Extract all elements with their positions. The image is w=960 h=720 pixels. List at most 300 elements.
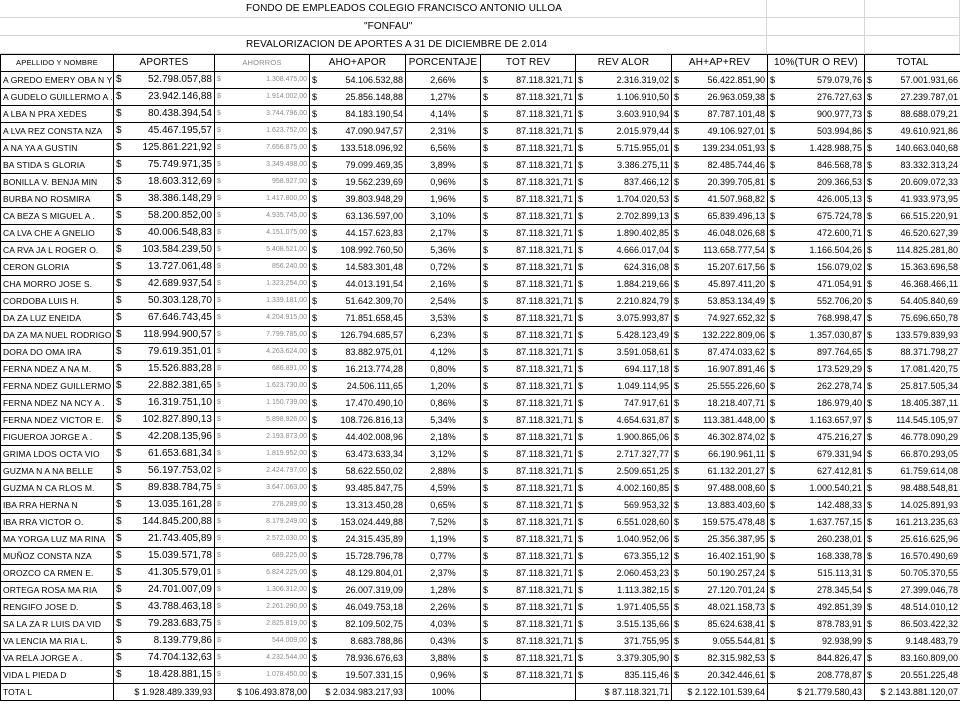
currency-symbol: $ bbox=[116, 567, 122, 578]
cell-aho-apor bbox=[310, 225, 406, 242]
cell-aho-apor bbox=[310, 276, 406, 293]
cell-rev-alor bbox=[576, 208, 672, 225]
currency-symbol: $ bbox=[578, 568, 584, 578]
table-row bbox=[1, 548, 960, 565]
cell-value: 114.545.105,97 bbox=[896, 415, 958, 425]
cell-aho-apor bbox=[310, 208, 406, 225]
cell-value: 472.600,71 bbox=[816, 228, 862, 238]
currency-symbol: $ bbox=[312, 279, 318, 289]
cell-value: 276.727,63 bbox=[816, 92, 862, 102]
currency-symbol: $ bbox=[116, 550, 122, 561]
cell-rev-alor bbox=[576, 514, 672, 531]
cell-total bbox=[865, 106, 960, 123]
cell-tot-rev bbox=[481, 531, 576, 548]
cell-rev-alor bbox=[576, 650, 672, 667]
cell-value: 2.572.030,00 bbox=[266, 535, 307, 542]
cell-aportes bbox=[114, 395, 215, 412]
currency-symbol: $ bbox=[770, 194, 776, 204]
currency-symbol: $ bbox=[674, 347, 680, 357]
cell-value: 48.514.010,12 bbox=[900, 602, 958, 612]
currency-symbol: $ bbox=[578, 364, 584, 374]
cell-value: 27.120.701,24 bbox=[707, 585, 765, 595]
cell-member-name: A GUDELO GUILLERMO A . bbox=[1, 89, 114, 106]
cell-ahorros bbox=[215, 531, 310, 548]
currency-symbol: $ bbox=[770, 381, 776, 391]
cell-porcentaje: 2,31% bbox=[406, 123, 481, 140]
cell-tot-rev bbox=[481, 429, 576, 446]
currency-symbol: $ bbox=[312, 364, 318, 374]
col-header-aho-apor: AHO+APOR bbox=[310, 55, 406, 72]
currency-symbol: $ bbox=[116, 652, 122, 663]
cell-total bbox=[865, 89, 960, 106]
cell-rev-alor bbox=[576, 89, 672, 106]
cell-aho-apor bbox=[310, 259, 406, 276]
cell-member-name: GUZMA N CA RLOS M. bbox=[1, 480, 114, 497]
cell-aportes bbox=[114, 446, 215, 463]
cell-aho-apor bbox=[310, 582, 406, 599]
currency-symbol: $ bbox=[770, 398, 776, 408]
cell-value: 1.357.030,87 bbox=[809, 330, 862, 340]
cell-ah-ap-rev bbox=[672, 582, 768, 599]
cell-value: 1.884.219,66 bbox=[616, 279, 669, 289]
cell-ahorros bbox=[215, 497, 310, 514]
cell-total bbox=[865, 565, 960, 582]
cell-rev-alor bbox=[576, 140, 672, 157]
cell-value: 471.054,91 bbox=[816, 279, 862, 289]
cell-value: 58.622.550,02 bbox=[345, 466, 403, 476]
cell-ah-ap-rev bbox=[672, 361, 768, 378]
table-row bbox=[1, 310, 960, 327]
cell-total bbox=[865, 123, 960, 140]
cell-tot-rev bbox=[481, 259, 576, 276]
currency-symbol: $ bbox=[483, 619, 489, 629]
currency-symbol: $ bbox=[483, 75, 489, 85]
cell-ah-ap-rev bbox=[672, 106, 768, 123]
cell-value: 1.704.020,53 bbox=[616, 194, 669, 204]
currency-symbol: $ bbox=[674, 500, 680, 510]
currency-symbol: $ bbox=[312, 449, 318, 459]
cell-member-name: DA ZA MA NUEL RODRIGO bbox=[1, 327, 114, 344]
currency-symbol: $ bbox=[116, 601, 122, 612]
col-header-ah-ap-rev: AH+AP+REV bbox=[672, 55, 768, 72]
currency-symbol: $ bbox=[867, 670, 873, 680]
currency-symbol: $ bbox=[770, 415, 776, 425]
cell-value: 46.778.090,29 bbox=[900, 432, 958, 442]
cell-value: 1.900.865,06 bbox=[616, 432, 669, 442]
cell-rev-alor bbox=[576, 259, 672, 276]
cell-tot-rev bbox=[481, 412, 576, 429]
cell-rev-alor bbox=[576, 633, 672, 650]
currency-symbol: $ bbox=[867, 636, 873, 646]
currency-symbol: $ bbox=[116, 329, 122, 340]
cell-value: 1.166.504,26 bbox=[809, 245, 862, 255]
cell-value: 2.702.899,13 bbox=[616, 211, 669, 221]
currency-symbol: $ bbox=[217, 586, 221, 593]
currency-symbol: $ bbox=[578, 211, 584, 221]
cell-value: 61.653.681,34 bbox=[148, 448, 212, 459]
cell-rev-alor bbox=[576, 446, 672, 463]
currency-symbol: $ bbox=[116, 278, 122, 289]
cell-value: 673.355,12 bbox=[623, 551, 669, 561]
cell-ahorros bbox=[215, 361, 310, 378]
cell-value: 50.705.370,55 bbox=[900, 568, 958, 578]
currency-symbol: $ bbox=[674, 381, 680, 391]
cell-value: 25.555.226,60 bbox=[707, 381, 765, 391]
cell-total bbox=[865, 650, 960, 667]
cell-value: 87.118.321,71 bbox=[516, 602, 573, 612]
cell-aportes bbox=[114, 548, 215, 565]
currency-symbol: $ bbox=[116, 176, 122, 187]
currency-symbol: $ bbox=[116, 584, 122, 595]
currency-symbol: $ bbox=[578, 160, 584, 170]
cell-value: 51.642.309,70 bbox=[345, 296, 403, 306]
table-row bbox=[1, 140, 960, 157]
currency-symbol: $ bbox=[867, 398, 873, 408]
currency-symbol: $ bbox=[483, 245, 489, 255]
cell-value: 20.551.225,48 bbox=[900, 670, 958, 680]
cell-member-name: A NA YA A GUSTIN bbox=[1, 140, 114, 157]
currency-symbol: $ bbox=[312, 568, 318, 578]
cell-aho-apor bbox=[310, 548, 406, 565]
currency-symbol: $ bbox=[312, 534, 318, 544]
cell-value: 48.129.804,01 bbox=[345, 568, 403, 578]
table-row bbox=[1, 225, 960, 242]
currency-symbol: $ bbox=[483, 262, 489, 272]
cell-value: 49.610.921,86 bbox=[900, 126, 958, 136]
cell-value: 4.151.075,00 bbox=[266, 229, 307, 236]
cell-tot-rev bbox=[481, 140, 576, 157]
currency-symbol: $ bbox=[674, 330, 680, 340]
currency-symbol: $ bbox=[217, 620, 221, 627]
currency-symbol: $ bbox=[312, 670, 318, 680]
cell-tur bbox=[768, 633, 865, 650]
currency-symbol: $ bbox=[770, 568, 776, 578]
cell-value: 87.118.321,71 bbox=[516, 211, 573, 221]
cell-total bbox=[865, 412, 960, 429]
cell-value: 87.118.321,71 bbox=[516, 160, 573, 170]
cell-value: 74.704.132,63 bbox=[148, 652, 212, 663]
cell-total bbox=[865, 378, 960, 395]
cell-value: 1.000.540,21 bbox=[809, 483, 862, 493]
cell-value: 87.118.321,71 bbox=[516, 619, 573, 629]
cell-member-name: FERNA NDEZ VICTOR E. bbox=[1, 412, 114, 429]
col-header-tur: 10%(TUR O REV) bbox=[768, 55, 865, 72]
cell-ah-ap-rev bbox=[672, 633, 768, 650]
cell-value: 26.007.319,09 bbox=[345, 585, 403, 595]
currency-symbol: $ bbox=[578, 245, 584, 255]
cell-value: 20.609.072,33 bbox=[900, 177, 958, 187]
currency-symbol: $ bbox=[483, 449, 489, 459]
cell-value: 85.624.638,41 bbox=[707, 619, 765, 629]
currency-symbol: $ bbox=[674, 483, 680, 493]
currency-symbol: $ bbox=[483, 194, 489, 204]
cell-ahorros bbox=[215, 123, 310, 140]
cell-porcentaje: 3,10% bbox=[406, 208, 481, 225]
cell-tur bbox=[768, 361, 865, 378]
cell-porcentaje: 2,16% bbox=[406, 276, 481, 293]
cell-value: 61.759.614,08 bbox=[900, 466, 958, 476]
col-header-ahorros: AHORROS bbox=[215, 55, 310, 72]
cell-aportes bbox=[114, 497, 215, 514]
cell-value: 1.819.952,00 bbox=[266, 450, 307, 457]
cell-value: 87.118.321,71 bbox=[516, 262, 573, 272]
currency-symbol: $ bbox=[312, 381, 318, 391]
cell-rev-alor bbox=[576, 72, 672, 89]
currency-symbol: $ bbox=[312, 228, 318, 238]
cell-aportes bbox=[114, 565, 215, 582]
cell-ah-ap-rev bbox=[672, 497, 768, 514]
cell-tur bbox=[768, 650, 865, 667]
cell-total bbox=[865, 599, 960, 616]
cell-tur bbox=[768, 174, 865, 191]
currency-symbol: $ bbox=[867, 466, 873, 476]
cell-aho-apor bbox=[310, 293, 406, 310]
cell-value: 46.048.026,68 bbox=[707, 228, 765, 238]
currency-symbol: $ bbox=[578, 194, 584, 204]
currency-symbol: $ bbox=[116, 516, 122, 527]
cell-ahorros bbox=[215, 191, 310, 208]
currency-symbol: $ bbox=[312, 92, 318, 102]
cell-aportes bbox=[114, 293, 215, 310]
currency-symbol: $ bbox=[217, 212, 221, 219]
cell-ah-ap-rev bbox=[672, 293, 768, 310]
cell-aho-apor bbox=[310, 395, 406, 412]
currency-symbol: $ bbox=[312, 585, 318, 595]
cell-total bbox=[865, 667, 960, 684]
cell-value: 133.579.839,93 bbox=[895, 330, 958, 340]
cell-value: 87.118.321,71 bbox=[516, 432, 573, 442]
cell-tur bbox=[768, 531, 865, 548]
cell-tur bbox=[768, 106, 865, 123]
currency-symbol: $ bbox=[217, 263, 221, 270]
currency-symbol: $ bbox=[483, 143, 489, 153]
cell-member-name: A GREDO EMERY OBA N Y bbox=[1, 72, 114, 89]
cell-value: 7.799.785,00 bbox=[266, 331, 307, 338]
cell-value: 26.963.059,38 bbox=[707, 92, 765, 102]
currency-symbol: $ bbox=[867, 262, 873, 272]
currency-symbol: $ bbox=[867, 330, 873, 340]
currency-symbol: $ bbox=[116, 363, 122, 374]
currency-symbol: $ bbox=[217, 518, 221, 525]
cell-value: 3.744.796,00 bbox=[266, 110, 307, 117]
cell-tot-rev bbox=[481, 157, 576, 174]
currency-symbol: $ bbox=[217, 501, 221, 508]
cell-value: 159.575.478,48 bbox=[702, 517, 765, 527]
currency-symbol: $ bbox=[867, 92, 873, 102]
cell-total bbox=[865, 582, 960, 599]
cell-value: 83.882.975,01 bbox=[345, 347, 403, 357]
currency-symbol: $ bbox=[770, 279, 776, 289]
cell-value: 89.838.784,75 bbox=[148, 482, 212, 493]
cell-value: 45.897.411,20 bbox=[708, 279, 765, 289]
cell-value: 144.845.200,88 bbox=[142, 516, 212, 527]
cell-total bbox=[865, 140, 960, 157]
cell-value: 17.470.490,10 bbox=[345, 398, 403, 408]
cell-value: 900.977,73 bbox=[816, 109, 862, 119]
cell-total bbox=[865, 72, 960, 89]
cell-ah-ap-rev bbox=[672, 259, 768, 276]
cell-value: 24.701.007,09 bbox=[148, 584, 212, 595]
cell-value: 371.755,95 bbox=[623, 636, 669, 646]
cell-member-name: RENGIFO JOSE D. bbox=[1, 599, 114, 616]
cell-porcentaje: 0,72% bbox=[406, 259, 481, 276]
cell-value: 41.305.579,01 bbox=[148, 567, 212, 578]
cell-aportes bbox=[114, 89, 215, 106]
cell-value: 1.308.475,00 bbox=[266, 76, 307, 83]
cell-aho-apor bbox=[310, 565, 406, 582]
totals-total: $ 2.143.881.120,07 bbox=[865, 684, 960, 701]
cell-ah-ap-rev bbox=[672, 463, 768, 480]
cell-member-name: GUZMA N A NA BELLE bbox=[1, 463, 114, 480]
cell-value: 3.591.058,61 bbox=[616, 347, 669, 357]
cell-aho-apor bbox=[310, 327, 406, 344]
cell-member-name: CA LVA CHE A GNELIO bbox=[1, 225, 114, 242]
header-row bbox=[1, 55, 960, 72]
cell-tur bbox=[768, 293, 865, 310]
cell-total bbox=[865, 293, 960, 310]
cell-value: 80.438.394,54 bbox=[148, 108, 212, 119]
cell-tur bbox=[768, 225, 865, 242]
cell-ahorros bbox=[215, 565, 310, 582]
currency-symbol: $ bbox=[483, 92, 489, 102]
cell-ah-ap-rev bbox=[672, 242, 768, 259]
cell-total bbox=[865, 616, 960, 633]
cell-tur bbox=[768, 446, 865, 463]
table-row bbox=[1, 378, 960, 395]
cell-ahorros bbox=[215, 480, 310, 497]
cell-tur bbox=[768, 463, 865, 480]
cell-tur bbox=[768, 157, 865, 174]
currency-symbol: $ bbox=[217, 467, 221, 474]
currency-symbol: $ bbox=[217, 535, 221, 542]
cell-value: 108.992.760,50 bbox=[340, 245, 403, 255]
cell-value: 153.024.449,88 bbox=[340, 517, 403, 527]
cell-porcentaje: 0,86% bbox=[406, 395, 481, 412]
cell-ahorros bbox=[215, 344, 310, 361]
table-row bbox=[1, 582, 960, 599]
cell-value: 46.049.753,18 bbox=[345, 602, 403, 612]
cell-member-name: OROZCO CA RMEN E. bbox=[1, 565, 114, 582]
currency-symbol: $ bbox=[770, 466, 776, 476]
currency-symbol: $ bbox=[674, 466, 680, 476]
cell-value: 1.971.405,55 bbox=[616, 602, 669, 612]
cell-porcentaje: 2,66% bbox=[406, 72, 481, 89]
currency-symbol: $ bbox=[770, 619, 776, 629]
currency-symbol: $ bbox=[217, 314, 221, 321]
cell-aho-apor bbox=[310, 310, 406, 327]
currency-symbol: $ bbox=[867, 279, 873, 289]
totals-porcentaje: 100% bbox=[406, 684, 481, 701]
cell-tur bbox=[768, 242, 865, 259]
cell-ah-ap-rev bbox=[672, 208, 768, 225]
cell-aportes bbox=[114, 72, 215, 89]
cell-member-name: BA STIDA S GLORIA bbox=[1, 157, 114, 174]
cell-member-name: CORDOBA LUIS H. bbox=[1, 293, 114, 310]
currency-symbol: $ bbox=[867, 160, 873, 170]
cell-value: 93.485.847,75 bbox=[345, 483, 403, 493]
cell-value: 41.507.968,82 bbox=[707, 194, 765, 204]
cell-value: 544.009,00 bbox=[271, 637, 307, 644]
cell-aportes bbox=[114, 106, 215, 123]
cell-value: 87.118.321,71 bbox=[516, 228, 573, 238]
cell-aho-apor bbox=[310, 616, 406, 633]
cell-value: 113.658.777,54 bbox=[703, 245, 765, 255]
cell-value: 71.851.658,45 bbox=[345, 313, 403, 323]
currency-symbol: $ bbox=[867, 143, 873, 153]
cell-porcentaje: 6,56% bbox=[406, 140, 481, 157]
cell-rev-alor bbox=[576, 531, 672, 548]
currency-symbol: $ bbox=[578, 347, 584, 357]
cell-value: 16.907.891,46 bbox=[707, 364, 765, 374]
cell-value: 15.207.617,56 bbox=[707, 262, 765, 272]
currency-symbol: $ bbox=[483, 126, 489, 136]
currency-symbol: $ bbox=[578, 143, 584, 153]
currency-symbol: $ bbox=[217, 161, 221, 168]
cell-tur bbox=[768, 565, 865, 582]
currency-symbol: $ bbox=[770, 432, 776, 442]
cell-value: 87.118.321,71 bbox=[516, 415, 573, 425]
cell-value: 57.001.931,66 bbox=[900, 75, 958, 85]
currency-symbol: $ bbox=[217, 450, 221, 457]
cell-ahorros bbox=[215, 395, 310, 412]
cell-ahorros bbox=[215, 276, 310, 293]
cell-value: 1.306.312,00 bbox=[266, 586, 307, 593]
cell-value: 87.118.321,71 bbox=[516, 92, 573, 102]
cell-ah-ap-rev bbox=[672, 89, 768, 106]
cell-ah-ap-rev bbox=[672, 548, 768, 565]
currency-symbol: $ bbox=[578, 415, 584, 425]
cell-tur bbox=[768, 89, 865, 106]
cell-ah-ap-rev bbox=[672, 140, 768, 157]
cell-rev-alor bbox=[576, 395, 672, 412]
cell-ahorros bbox=[215, 446, 310, 463]
cell-value: 3.349.498,00 bbox=[266, 161, 307, 168]
totals-ah-ap-rev: $ 2.122.101.539,64 bbox=[672, 684, 768, 701]
currency-symbol: $ bbox=[217, 127, 221, 134]
currency-symbol: $ bbox=[312, 466, 318, 476]
currency-symbol: $ bbox=[116, 74, 122, 85]
cell-value: 844.826,47 bbox=[816, 653, 862, 663]
cell-aportes bbox=[114, 463, 215, 480]
currency-symbol: $ bbox=[116, 91, 122, 102]
currency-symbol: $ bbox=[483, 585, 489, 595]
currency-symbol: $ bbox=[217, 110, 221, 117]
cell-value: 14.025.891,93 bbox=[900, 500, 958, 510]
currency-symbol: $ bbox=[674, 517, 680, 527]
cell-rev-alor bbox=[576, 174, 672, 191]
cell-aportes bbox=[114, 412, 215, 429]
cell-value: 66.190.961,11 bbox=[708, 449, 765, 459]
cell-porcentaje: 0,77% bbox=[406, 548, 481, 565]
currency-symbol: $ bbox=[770, 75, 776, 85]
currency-symbol: $ bbox=[217, 569, 221, 576]
totals-row bbox=[1, 684, 960, 701]
cell-value: 87.118.321,71 bbox=[516, 177, 573, 187]
currency-symbol: $ bbox=[867, 449, 873, 459]
currency-symbol: $ bbox=[312, 160, 318, 170]
cell-value: 22.882.381,65 bbox=[148, 380, 212, 391]
cell-value: 87.787.101,48 bbox=[707, 109, 765, 119]
cell-value: 689.225,00 bbox=[271, 552, 307, 559]
col-header-rev-alor: REV ALOR bbox=[576, 55, 672, 72]
currency-symbol: $ bbox=[674, 670, 680, 680]
currency-symbol: $ bbox=[116, 193, 122, 204]
table-row bbox=[1, 633, 960, 650]
cell-value: 74.927.652,32 bbox=[707, 313, 765, 323]
currency-symbol: $ bbox=[312, 330, 318, 340]
cell-value: 3.515.135,66 bbox=[616, 619, 669, 629]
cell-total bbox=[865, 514, 960, 531]
